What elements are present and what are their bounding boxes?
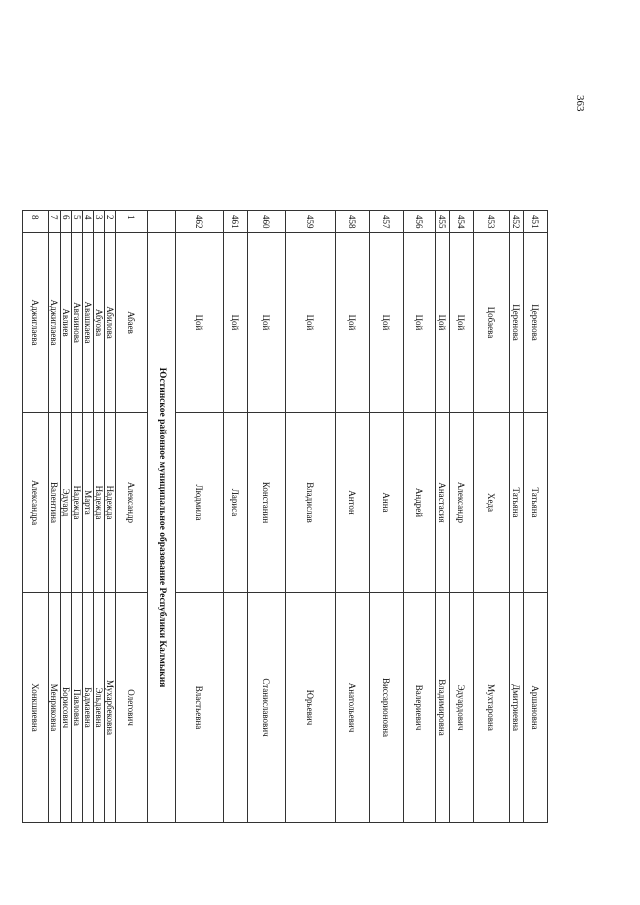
first-name: Анастасия bbox=[436, 413, 450, 593]
table-row bbox=[94, 211, 105, 823]
last-name: Аджиглаева bbox=[23, 233, 49, 413]
patronymic: Мухарбековна bbox=[105, 593, 116, 823]
table-row bbox=[72, 211, 83, 823]
first-name: Татьяна bbox=[510, 413, 524, 593]
patronymic: Юрьевич bbox=[286, 593, 336, 823]
last-name: Цой bbox=[370, 233, 404, 413]
table-row bbox=[370, 211, 404, 823]
row-number: 456 bbox=[404, 211, 436, 233]
last-name: Абилова bbox=[105, 233, 116, 413]
last-name: Абуова bbox=[94, 233, 105, 413]
roster-table bbox=[22, 210, 548, 823]
row-number: 459 bbox=[286, 211, 336, 233]
patronymic: Эдуардович bbox=[450, 593, 474, 823]
first-name: Александр bbox=[450, 413, 474, 593]
last-name: Цой bbox=[248, 233, 286, 413]
patronymic: Аршановна bbox=[524, 593, 548, 823]
last-name: Цой bbox=[336, 233, 370, 413]
table-row bbox=[116, 211, 148, 823]
first-name: Констанин bbox=[248, 413, 286, 593]
first-name: Татьяна bbox=[524, 413, 548, 593]
last-name: Цой bbox=[450, 233, 474, 413]
row-number: 458 bbox=[336, 211, 370, 233]
row-number: 7 bbox=[49, 211, 61, 233]
table-row bbox=[105, 211, 116, 823]
row-number: 5 bbox=[72, 211, 83, 233]
patronymic: Хонкшиевна bbox=[23, 593, 49, 823]
row-number: 462 bbox=[176, 211, 224, 233]
first-name: Надежда bbox=[72, 413, 83, 593]
row-number: 454 bbox=[450, 211, 474, 233]
first-name: Валентина bbox=[49, 413, 61, 593]
table-row bbox=[23, 211, 49, 823]
patronymic: Дмитриевна bbox=[510, 593, 524, 823]
first-name: Хеда bbox=[474, 413, 510, 593]
last-name: Церенова bbox=[510, 233, 524, 413]
patronymic: Анатольевич bbox=[336, 593, 370, 823]
table-row bbox=[61, 211, 72, 823]
table-row bbox=[176, 211, 224, 823]
row-number: 2 bbox=[105, 211, 116, 233]
last-name: Цой bbox=[176, 233, 224, 413]
patronymic: Валериевич bbox=[404, 593, 436, 823]
table-row bbox=[49, 211, 61, 823]
last-name: Цой bbox=[224, 233, 248, 413]
row-number: 452 bbox=[510, 211, 524, 233]
table-row bbox=[510, 211, 524, 823]
first-name: Лариса bbox=[224, 413, 248, 593]
first-name: Александра bbox=[23, 413, 49, 593]
first-name: Андрей bbox=[404, 413, 436, 593]
first-name: Надежда bbox=[94, 413, 105, 593]
page-number: 363 bbox=[574, 95, 586, 112]
table-row bbox=[524, 211, 548, 823]
table-row bbox=[248, 211, 286, 823]
last-name: Церенова bbox=[524, 233, 548, 413]
last-name: Цой bbox=[286, 233, 336, 413]
first-name: Александр bbox=[116, 413, 148, 593]
region-header-row bbox=[148, 211, 176, 823]
patronymic: Станиславович bbox=[248, 593, 286, 823]
table-row bbox=[474, 211, 510, 823]
table-row bbox=[224, 211, 248, 823]
row-number: 3 bbox=[94, 211, 105, 233]
first-name: Людмила bbox=[176, 413, 224, 593]
first-name: Эдуард bbox=[61, 413, 72, 593]
patronymic: Владимировна bbox=[436, 593, 450, 823]
row-number: 6 bbox=[61, 211, 72, 233]
first-name: Анна bbox=[370, 413, 404, 593]
patronymic: Менриковна bbox=[49, 593, 61, 823]
patronymic: Эльдаевна bbox=[94, 593, 105, 823]
last-name: Цобаева bbox=[474, 233, 510, 413]
patronymic: Павловна bbox=[72, 593, 83, 823]
first-name: Владислав bbox=[286, 413, 336, 593]
table-row bbox=[436, 211, 450, 823]
last-name: Аджиглаева bbox=[49, 233, 61, 413]
last-name: Авашкаева bbox=[83, 233, 94, 413]
patronymic: Мухтаровна bbox=[474, 593, 510, 823]
row-number: 8 bbox=[23, 211, 49, 233]
first-name: Надежда bbox=[105, 413, 116, 593]
patronymic bbox=[224, 593, 248, 823]
row-number: 451 bbox=[524, 211, 548, 233]
patronymic: Виссарионовна bbox=[370, 593, 404, 823]
row-number: 4 bbox=[83, 211, 94, 233]
last-name: Абаев bbox=[116, 233, 148, 413]
row-number: 461 bbox=[224, 211, 248, 233]
region-header-blank bbox=[148, 211, 176, 233]
table-row bbox=[404, 211, 436, 823]
row-number: 457 bbox=[370, 211, 404, 233]
table-row bbox=[286, 211, 336, 823]
patronymic: Бадмаевна bbox=[83, 593, 94, 823]
patronymic: Борисович bbox=[61, 593, 72, 823]
table-rotated-container bbox=[30, 210, 548, 822]
last-name: Авлиев bbox=[61, 233, 72, 413]
region-title: Юстинское районное муниципальное образование Республики Калмыкия bbox=[148, 233, 176, 823]
row-number: 455 bbox=[436, 211, 450, 233]
row-number: 460 bbox=[248, 211, 286, 233]
row-number: 453 bbox=[474, 211, 510, 233]
last-name: Цой bbox=[404, 233, 436, 413]
first-name: Антон bbox=[336, 413, 370, 593]
table-row bbox=[336, 211, 370, 823]
first-name: Марта bbox=[83, 413, 94, 593]
last-name: Авгаинова bbox=[72, 233, 83, 413]
table-row bbox=[450, 211, 474, 823]
patronymic: Олегович bbox=[116, 593, 148, 823]
patronymic: Властьевна bbox=[176, 593, 224, 823]
last-name: Цой bbox=[436, 233, 450, 413]
row-number: 1 bbox=[116, 211, 148, 233]
table-row bbox=[83, 211, 94, 823]
